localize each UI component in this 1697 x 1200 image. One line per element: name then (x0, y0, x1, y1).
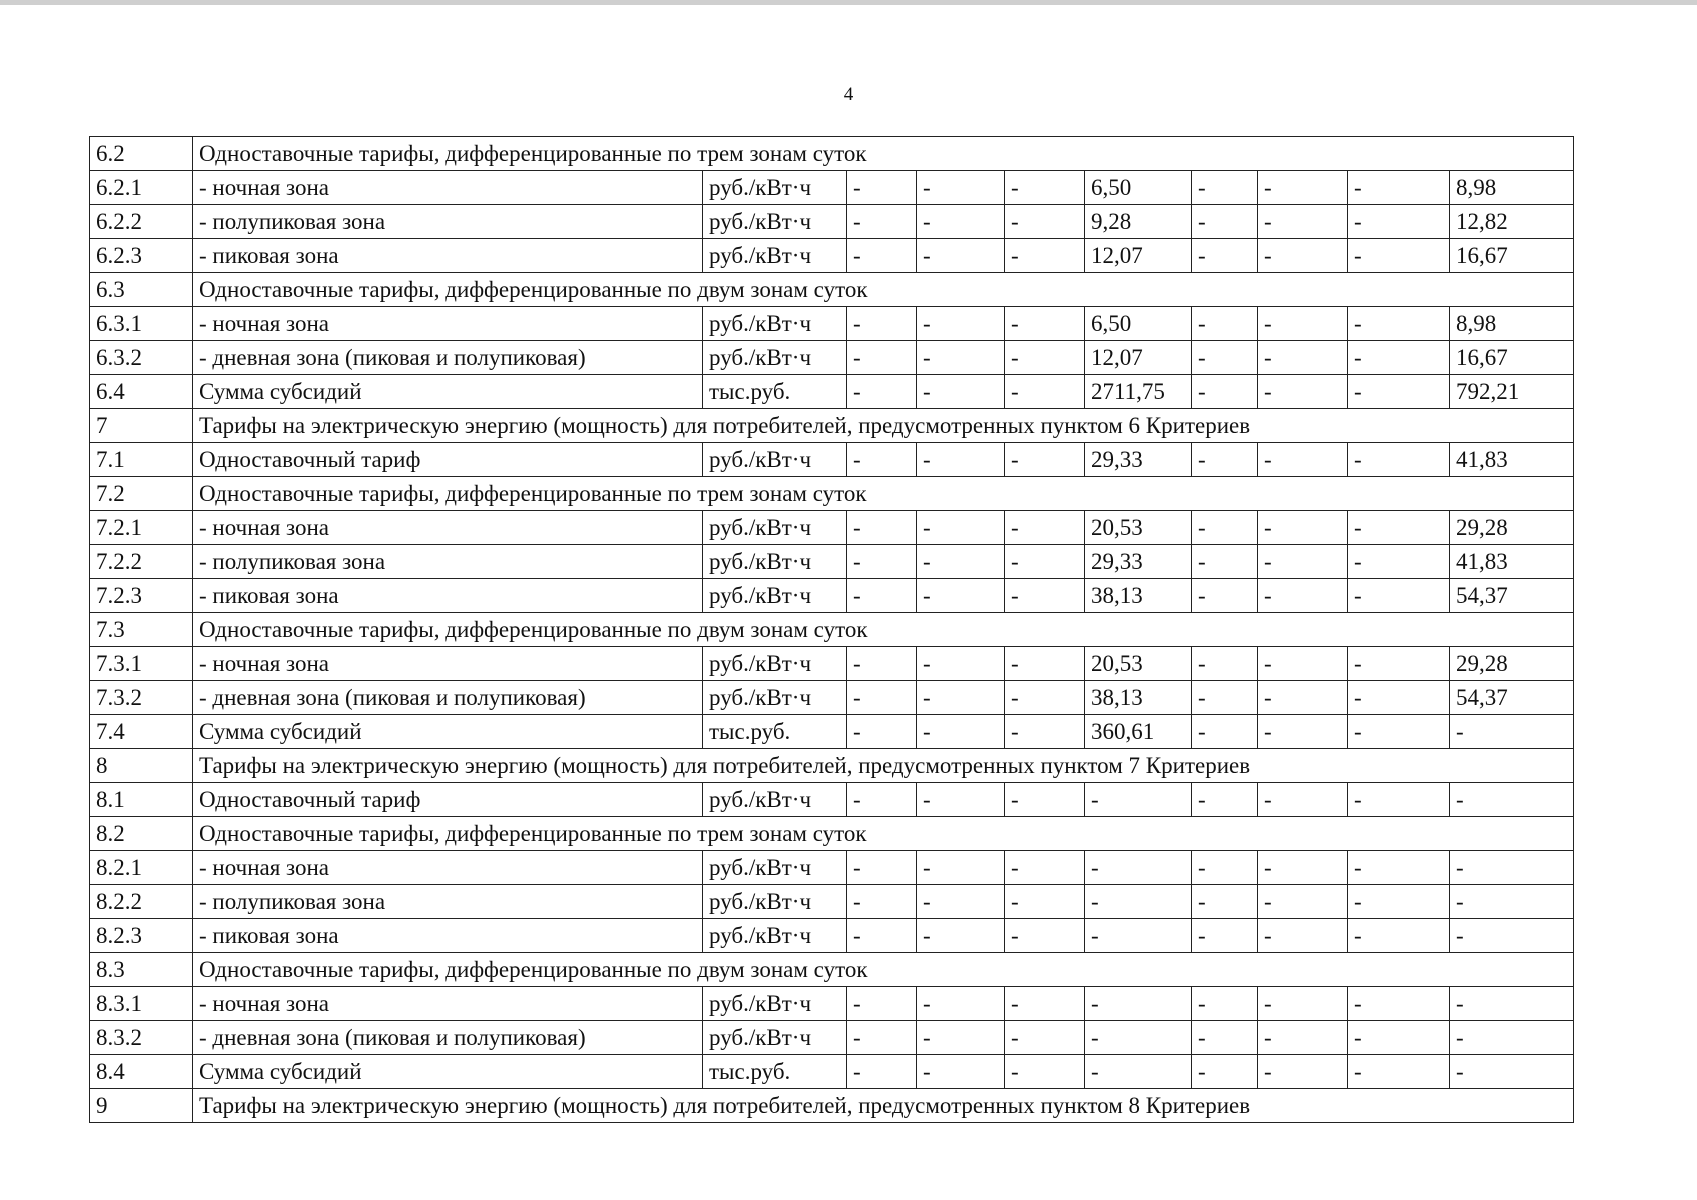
value-cell: - (1192, 205, 1258, 239)
value-cell: 360,61 (1085, 715, 1192, 749)
unit-cell: руб./кВт·ч (703, 307, 847, 341)
value-cell: - (1348, 239, 1450, 273)
table-row (90, 443, 1574, 477)
value-cell: - (917, 341, 1005, 375)
item-name: Сумма субсидий (193, 715, 703, 749)
table-row (90, 681, 1574, 715)
value-cell: - (1192, 545, 1258, 579)
value-cell: - (1005, 987, 1085, 1021)
unit-cell: тыс.руб. (703, 375, 847, 409)
row-number: 7.3.1 (90, 647, 193, 681)
value-cell: - (1258, 341, 1348, 375)
value-cell: - (1450, 987, 1574, 1021)
value-cell: - (1085, 1021, 1192, 1055)
row-number: 7.3 (90, 613, 193, 647)
value-cell: - (1192, 375, 1258, 409)
value-cell: - (1450, 885, 1574, 919)
value-cell: - (1085, 919, 1192, 953)
unit-cell: руб./кВт·ч (703, 987, 847, 1021)
item-name: - ночная зона (193, 647, 703, 681)
value-cell: 41,83 (1450, 443, 1574, 477)
section-row (90, 477, 1574, 511)
value-cell: - (1348, 511, 1450, 545)
value-cell: - (1192, 783, 1258, 817)
value-cell: 29,33 (1085, 545, 1192, 579)
value-cell: - (847, 1055, 917, 1089)
unit-cell: тыс.руб. (703, 715, 847, 749)
item-name: - ночная зона (193, 511, 703, 545)
value-cell: - (1005, 647, 1085, 681)
value-cell: - (917, 205, 1005, 239)
item-name: - пиковая зона (193, 579, 703, 613)
value-cell: - (847, 443, 917, 477)
value-cell: - (917, 307, 1005, 341)
row-number: 6.2.3 (90, 239, 193, 273)
value-cell: - (1085, 987, 1192, 1021)
table-row (90, 1021, 1574, 1055)
value-cell: - (1258, 545, 1348, 579)
value-cell: - (1192, 851, 1258, 885)
section-title: Одноставочные тарифы, дифференцированные по трем зонам суток (193, 137, 1574, 171)
row-number: 8 (90, 749, 193, 783)
row-number: 8.2.1 (90, 851, 193, 885)
value-cell: 6,50 (1085, 307, 1192, 341)
section-title: Тарифы на электрическую энергию (мощность) для потребителей, предусмотренных пунктом 7 Критериев (193, 749, 1574, 783)
value-cell: - (847, 783, 917, 817)
value-cell: - (1348, 341, 1450, 375)
unit-cell: руб./кВт·ч (703, 171, 847, 205)
page-number: 4 (843, 84, 854, 105)
unit-cell: руб./кВт·ч (703, 851, 847, 885)
row-number: 9 (90, 1089, 193, 1123)
value-cell: - (1005, 885, 1085, 919)
value-cell: - (1258, 579, 1348, 613)
value-cell: - (1192, 987, 1258, 1021)
value-cell: - (1258, 1055, 1348, 1089)
unit-cell: руб./кВт·ч (703, 579, 847, 613)
section-row (90, 613, 1574, 647)
value-cell: - (1258, 647, 1348, 681)
row-number: 7 (90, 409, 193, 443)
table-row (90, 647, 1574, 681)
unit-cell: руб./кВт·ч (703, 919, 847, 953)
value-cell: - (1450, 1055, 1574, 1089)
value-cell: - (917, 987, 1005, 1021)
value-cell: - (1192, 715, 1258, 749)
table-row (90, 715, 1574, 749)
value-cell: - (1450, 1021, 1574, 1055)
value-cell: - (1192, 239, 1258, 273)
value-cell: - (1005, 443, 1085, 477)
value-cell: - (1258, 511, 1348, 545)
row-number: 8.2.2 (90, 885, 193, 919)
value-cell: 38,13 (1085, 579, 1192, 613)
value-cell: - (1348, 171, 1450, 205)
row-number: 8.2.3 (90, 919, 193, 953)
row-number: 8.3.1 (90, 987, 193, 1021)
value-cell: - (1348, 579, 1450, 613)
item-name: - дневная зона (пиковая и полупиковая) (193, 681, 703, 715)
value-cell: 9,28 (1085, 205, 1192, 239)
value-cell: 8,98 (1450, 171, 1574, 205)
value-cell: - (1258, 919, 1348, 953)
value-cell: 29,33 (1085, 443, 1192, 477)
unit-cell: руб./кВт·ч (703, 545, 847, 579)
value-cell: 792,21 (1450, 375, 1574, 409)
value-cell: - (847, 715, 917, 749)
unit-cell: руб./кВт·ч (703, 511, 847, 545)
item-name: - ночная зона (193, 987, 703, 1021)
value-cell: - (1348, 443, 1450, 477)
value-cell: - (1005, 171, 1085, 205)
item-name: - ночная зона (193, 851, 703, 885)
value-cell: - (1005, 919, 1085, 953)
row-number: 8.1 (90, 783, 193, 817)
tariff-table (89, 136, 1574, 1123)
value-cell: - (847, 307, 917, 341)
value-cell: - (1005, 1055, 1085, 1089)
value-cell: - (1348, 375, 1450, 409)
scan-top-edge (0, 0, 1697, 5)
value-cell: - (1258, 171, 1348, 205)
value-cell: - (1348, 851, 1450, 885)
row-number: 6.2.2 (90, 205, 193, 239)
value-cell: - (1258, 851, 1348, 885)
value-cell: - (1005, 239, 1085, 273)
item-name: Одноставочный тариф (193, 443, 703, 477)
value-cell: - (1085, 783, 1192, 817)
value-cell: - (917, 1055, 1005, 1089)
section-row (90, 1089, 1574, 1123)
value-cell: 16,67 (1450, 239, 1574, 273)
unit-cell: руб./кВт·ч (703, 1021, 847, 1055)
value-cell: - (917, 375, 1005, 409)
value-cell: - (1348, 307, 1450, 341)
value-cell: - (1085, 885, 1192, 919)
section-title: Тарифы на электрическую энергию (мощность) для потребителей, предусмотренных пунктом 8 Критериев (193, 1089, 1574, 1123)
row-number: 6.3.1 (90, 307, 193, 341)
value-cell: - (1005, 715, 1085, 749)
value-cell: 8,98 (1450, 307, 1574, 341)
value-cell: - (917, 647, 1005, 681)
item-name: Сумма субсидий (193, 1055, 703, 1089)
value-cell: - (917, 443, 1005, 477)
item-name: - полупиковая зона (193, 205, 703, 239)
value-cell: - (1258, 205, 1348, 239)
value-cell: - (917, 545, 1005, 579)
value-cell: - (917, 851, 1005, 885)
value-cell: - (847, 1021, 917, 1055)
table-row (90, 783, 1574, 817)
table-row (90, 511, 1574, 545)
value-cell: - (847, 579, 917, 613)
value-cell: - (1348, 647, 1450, 681)
value-cell: - (1192, 579, 1258, 613)
item-name: - дневная зона (пиковая и полупиковая) (193, 341, 703, 375)
value-cell: 29,28 (1450, 511, 1574, 545)
table-row (90, 1055, 1574, 1089)
value-cell: - (1005, 851, 1085, 885)
value-cell: - (1005, 307, 1085, 341)
table-row (90, 851, 1574, 885)
table-row (90, 545, 1574, 579)
value-cell: 6,50 (1085, 171, 1192, 205)
item-name: - пиковая зона (193, 919, 703, 953)
value-cell: 2711,75 (1085, 375, 1192, 409)
value-cell: - (1258, 783, 1348, 817)
value-cell: - (1450, 919, 1574, 953)
row-number: 8.3.2 (90, 1021, 193, 1055)
value-cell: 41,83 (1450, 545, 1574, 579)
value-cell: - (1258, 681, 1348, 715)
section-title: Одноставочные тарифы, дифференцированные по двум зонам суток (193, 273, 1574, 307)
value-cell: - (1258, 443, 1348, 477)
unit-cell: руб./кВт·ч (703, 783, 847, 817)
value-cell: - (1005, 579, 1085, 613)
value-cell: - (1258, 715, 1348, 749)
value-cell: - (917, 783, 1005, 817)
value-cell: - (847, 171, 917, 205)
row-number: 7.2 (90, 477, 193, 511)
value-cell: - (847, 239, 917, 273)
value-cell: - (1258, 307, 1348, 341)
row-number: 7.4 (90, 715, 193, 749)
value-cell: - (917, 715, 1005, 749)
value-cell: - (1348, 1055, 1450, 1089)
row-number: 7.2.3 (90, 579, 193, 613)
value-cell: - (1192, 341, 1258, 375)
value-cell: - (1258, 987, 1348, 1021)
value-cell: - (847, 681, 917, 715)
unit-cell: руб./кВт·ч (703, 885, 847, 919)
section-row (90, 273, 1574, 307)
unit-cell: руб./кВт·ч (703, 341, 847, 375)
value-cell: - (917, 1021, 1005, 1055)
unit-cell: руб./кВт·ч (703, 647, 847, 681)
value-cell: - (1348, 987, 1450, 1021)
unit-cell: руб./кВт·ч (703, 681, 847, 715)
value-cell: - (1348, 919, 1450, 953)
value-cell: - (847, 375, 917, 409)
value-cell: - (1258, 375, 1348, 409)
value-cell: 12,82 (1450, 205, 1574, 239)
value-cell: - (1192, 1055, 1258, 1089)
table-row (90, 885, 1574, 919)
value-cell: - (917, 511, 1005, 545)
value-cell: - (1005, 375, 1085, 409)
item-name: - дневная зона (пиковая и полупиковая) (193, 1021, 703, 1055)
value-cell: - (1348, 783, 1450, 817)
value-cell: - (847, 341, 917, 375)
value-cell: - (1192, 885, 1258, 919)
value-cell: - (1085, 851, 1192, 885)
item-name: Сумма субсидий (193, 375, 703, 409)
value-cell: - (1348, 205, 1450, 239)
value-cell: - (1450, 715, 1574, 749)
value-cell: - (1005, 205, 1085, 239)
item-name: - полупиковая зона (193, 545, 703, 579)
table-row (90, 205, 1574, 239)
unit-cell: руб./кВт·ч (703, 443, 847, 477)
table-row (90, 987, 1574, 1021)
table-row (90, 239, 1574, 273)
row-number: 6.4 (90, 375, 193, 409)
value-cell: 12,07 (1085, 341, 1192, 375)
value-cell: - (1348, 715, 1450, 749)
row-number: 8.4 (90, 1055, 193, 1089)
value-cell: - (1348, 545, 1450, 579)
value-cell: - (917, 171, 1005, 205)
value-cell: - (847, 205, 917, 239)
table-row (90, 919, 1574, 953)
value-cell: - (1258, 885, 1348, 919)
value-cell: 38,13 (1085, 681, 1192, 715)
value-cell: - (1348, 885, 1450, 919)
section-row (90, 409, 1574, 443)
row-number: 8.3 (90, 953, 193, 987)
value-cell: - (1192, 307, 1258, 341)
value-cell: - (1192, 647, 1258, 681)
value-cell: 54,37 (1450, 579, 1574, 613)
row-number: 7.3.2 (90, 681, 193, 715)
value-cell: - (1005, 545, 1085, 579)
table-row (90, 171, 1574, 205)
value-cell: - (1005, 341, 1085, 375)
value-cell: - (917, 885, 1005, 919)
table-row (90, 375, 1574, 409)
table-row (90, 307, 1574, 341)
value-cell: - (917, 919, 1005, 953)
section-title: Одноставочные тарифы, дифференцированные по трем зонам суток (193, 477, 1574, 511)
value-cell: 54,37 (1450, 681, 1574, 715)
item-name: - ночная зона (193, 171, 703, 205)
value-cell: - (1192, 171, 1258, 205)
item-name: - полупиковая зона (193, 885, 703, 919)
value-cell: - (917, 579, 1005, 613)
value-cell: - (1192, 919, 1258, 953)
value-cell: - (1192, 1021, 1258, 1055)
section-row (90, 817, 1574, 851)
value-cell: - (847, 647, 917, 681)
value-cell: 29,28 (1450, 647, 1574, 681)
section-row (90, 137, 1574, 171)
value-cell: - (847, 919, 917, 953)
value-cell: - (847, 885, 917, 919)
row-number: 6.3.2 (90, 341, 193, 375)
value-cell: - (1005, 681, 1085, 715)
row-number: 6.2 (90, 137, 193, 171)
unit-cell: руб./кВт·ч (703, 205, 847, 239)
value-cell: - (1348, 1021, 1450, 1055)
unit-cell: тыс.руб. (703, 1055, 847, 1089)
value-cell: - (847, 851, 917, 885)
row-number: 7.1 (90, 443, 193, 477)
item-name: - пиковая зона (193, 239, 703, 273)
row-number: 6.2.1 (90, 171, 193, 205)
value-cell: - (917, 681, 1005, 715)
value-cell: - (1450, 783, 1574, 817)
value-cell: - (1258, 1021, 1348, 1055)
unit-cell: руб./кВт·ч (703, 239, 847, 273)
value-cell: 16,67 (1450, 341, 1574, 375)
value-cell: - (1192, 511, 1258, 545)
row-number: 8.2 (90, 817, 193, 851)
value-cell: - (1005, 783, 1085, 817)
item-name: - ночная зона (193, 307, 703, 341)
section-title: Одноставочные тарифы, дифференцированные по двум зонам суток (193, 953, 1574, 987)
value-cell: - (1192, 681, 1258, 715)
value-cell: - (847, 511, 917, 545)
value-cell: 20,53 (1085, 647, 1192, 681)
value-cell: - (1005, 1021, 1085, 1055)
value-cell: - (917, 239, 1005, 273)
row-number: 7.2.1 (90, 511, 193, 545)
table-row (90, 341, 1574, 375)
section-title: Одноставочные тарифы, дифференцированные по двум зонам суток (193, 613, 1574, 647)
value-cell: - (1085, 1055, 1192, 1089)
section-row (90, 953, 1574, 987)
value-cell: - (847, 545, 917, 579)
section-title: Одноставочные тарифы, дифференцированные по трем зонам суток (193, 817, 1574, 851)
section-row (90, 749, 1574, 783)
row-number: 7.2.2 (90, 545, 193, 579)
value-cell: 20,53 (1085, 511, 1192, 545)
value-cell: - (1348, 681, 1450, 715)
table-row (90, 579, 1574, 613)
value-cell: 12,07 (1085, 239, 1192, 273)
value-cell: - (1258, 239, 1348, 273)
value-cell: - (847, 987, 917, 1021)
section-title: Тарифы на электрическую энергию (мощность) для потребителей, предусмотренных пунктом 6 Критериев (193, 409, 1574, 443)
value-cell: - (1450, 851, 1574, 885)
item-name: Одноставочный тариф (193, 783, 703, 817)
value-cell: - (1192, 443, 1258, 477)
value-cell: - (1005, 511, 1085, 545)
row-number: 6.3 (90, 273, 193, 307)
